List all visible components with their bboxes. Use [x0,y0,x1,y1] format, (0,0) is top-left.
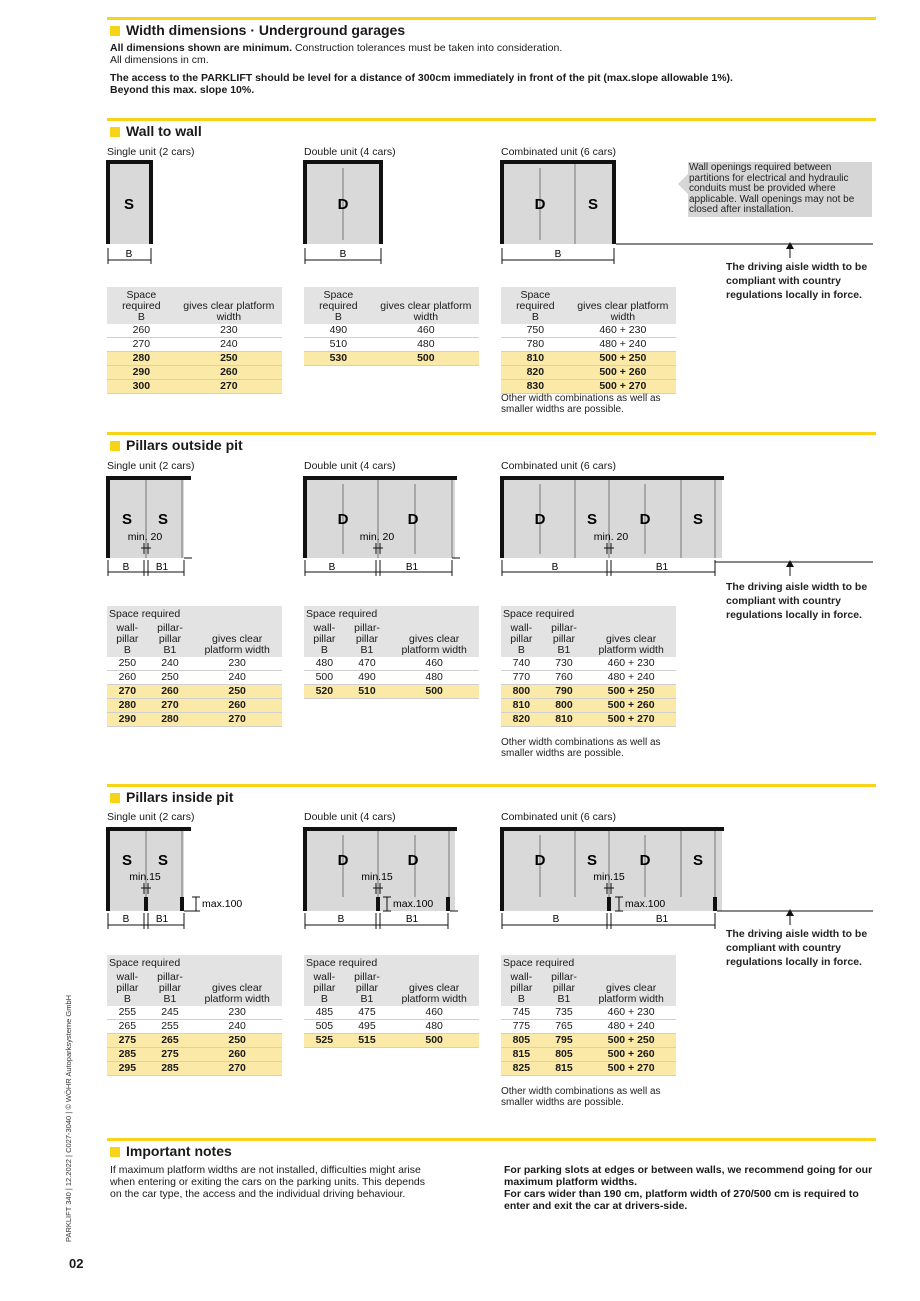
table-cell: 800 [501,685,542,699]
table-row [501,324,676,338]
col-pillar: pillar- pillar B1 [345,620,390,657]
caption-single: Single unit (2 cars) [107,146,195,158]
table-cell: 480 [389,671,479,685]
svg-text:B: B [122,914,130,925]
table-cell: 290 [107,366,176,380]
inside-single-unit [106,827,242,929]
table-cell: 270 [192,1062,282,1076]
table-cell: 500 + 250 [570,352,676,366]
arrow-up-icon [786,909,794,916]
table-cell: 520 [304,685,345,699]
table-row [107,352,282,366]
table-cell: 485 [304,1006,345,1020]
table-row [501,1020,676,1034]
table-cell: 460 [389,657,479,671]
col-clear: gives clear platform width [192,955,282,1006]
caption-double: Double unit (4 cars) [304,460,396,472]
table-inside-double [304,955,479,1048]
table-row [107,1048,282,1062]
table-inside-combi [501,955,676,1076]
table-cell: 285 [107,1048,148,1062]
table-row [107,1020,282,1034]
table-cell: 760 [542,671,587,685]
table-cell: 240 [192,671,282,685]
dim-max-100: max.100 [202,898,243,910]
table-row [107,671,282,685]
col-clear: gives clear platform width [389,606,479,657]
table-cell: 230 [176,324,282,338]
table-cell: 775 [501,1020,542,1034]
intro-line-4: Beyond this max. slope 10%. [110,84,255,96]
table-cell: 480 + 240 [586,671,676,685]
table-cell: 265 [107,1020,148,1034]
table-cell: 460 + 230 [570,324,676,338]
table-row [501,1034,676,1048]
table-wall-single [107,287,282,394]
table-row [304,657,479,671]
col-space: Space required [107,606,192,620]
table-cell: 825 [501,1062,542,1076]
table-cell: 240 [176,338,282,352]
outside-rule [107,432,876,435]
table-cell: 500 [304,671,345,685]
svg-text:D: D [407,511,419,528]
table-cell: 805 [501,1034,542,1048]
section-title-wall: Wall to wall [110,123,202,139]
table-cell: 240 [192,1020,282,1034]
table-cell: 480 [389,1020,479,1034]
col-space: Space required [304,606,389,620]
footer-imprint: PARKLIFT 340 | 12.2022 | C027-3040 | © WÖHR Autoparksysteme GmbH [64,994,73,1242]
notes-left: If maximum platform widths are not installed, difficulties might arise when entering or exiting the cars on the parking units. This depends on the car type, the access and the individual driving behaviour. [110,1164,425,1200]
table-row [501,685,676,699]
table-cell: 740 [501,657,542,671]
table-cell: 780 [501,338,570,352]
col-wall: wall- pillar B [107,620,148,657]
svg-text:B1: B1 [155,914,169,925]
col-pillar: pillar- pillar B1 [542,620,587,657]
table-cell: 495 [345,1020,390,1034]
table-cell: 800 [542,699,587,713]
inside-rule [107,784,876,787]
svg-text:max.100: max.100 [625,898,666,910]
caption-double: Double unit (4 cars) [304,811,396,823]
table-cell: 245 [148,1006,193,1020]
yellow-square-icon [110,26,120,36]
other-note-wall: Other width combinations as well as smaller widths are possible. [501,393,661,415]
table-cell: 830 [501,380,570,394]
table-wall-combi [501,287,676,394]
svg-text:D: D [534,852,546,869]
outside-combi-unit [500,476,873,576]
svg-text:min. 20: min. 20 [359,531,395,543]
svg-text:D: D [337,511,349,528]
dim-b: B [554,249,562,260]
table-cell: 500 [389,1034,479,1048]
table-cell: 500 + 260 [570,366,676,380]
svg-text:B: B [328,562,336,573]
table-cell: 500 + 260 [586,699,676,713]
outside-single-unit [106,476,192,576]
svg-text:D: D [639,852,651,869]
yellow-square-icon [110,793,120,803]
table-row [304,338,479,352]
table-outside-double [304,606,479,699]
col-clear: gives clear platform width [586,606,676,657]
svg-text:D: D [337,852,349,869]
col-pillar: pillar- pillar B1 [148,969,193,1006]
table-cell: 280 [107,699,148,713]
col-space: Space required B [107,287,176,324]
svg-text:S: S [121,511,133,528]
table-cell: 745 [501,1006,542,1020]
table-row [501,352,676,366]
table-cell: 500 + 270 [586,713,676,727]
svg-text:S: S [586,852,598,869]
table-row [501,1048,676,1062]
table-wall-double [304,287,479,366]
svg-text:D: D [534,511,546,528]
notes-rule [107,1138,876,1141]
col-pillar: pillar- pillar B1 [542,969,587,1006]
col-wall: wall- pillar B [501,620,542,657]
table-cell: 230 [192,657,282,671]
table-cell: 250 [107,657,148,671]
caption-single: Single unit (2 cars) [107,811,195,823]
svg-text:B1: B1 [405,914,419,925]
table-cell: 275 [148,1048,193,1062]
svg-text:max.100: max.100 [393,898,434,910]
col-wall: wall- pillar B [107,969,148,1006]
svg-text:B: B [552,914,560,925]
col-clear: gives clear platform width [389,955,479,1006]
label-s: S [123,196,135,213]
svg-text:S: S [157,852,169,869]
table-row [107,380,282,394]
table-row [107,338,282,352]
table-cell: 480 [304,657,345,671]
table-cell: 470 [345,657,390,671]
outside-double-unit [303,476,460,576]
table-cell: 460 [373,324,479,338]
table-cell: 295 [107,1062,148,1076]
col-pillar: pillar- pillar B1 [345,969,390,1006]
table-cell: 500 [373,352,479,366]
table-row [304,1034,479,1048]
aisle-note-wall: The driving aisle width to be compliant with country regulations locally in force. [726,261,868,301]
table-cell: 735 [542,1006,587,1020]
table-cell: 810 [501,699,542,713]
table-outside-combi [501,606,676,727]
wall-double-unit [303,160,383,264]
table-cell: 460 [389,1006,479,1020]
yellow-square-icon [110,127,120,137]
col-wall: wall- pillar B [304,969,345,1006]
table-cell: 475 [345,1006,390,1020]
table-row [107,324,282,338]
table-row [107,1006,282,1020]
table-cell: 515 [345,1034,390,1048]
yellow-square-icon [110,1147,120,1157]
table-cell: 290 [107,713,148,727]
wall-single-unit [106,160,153,264]
outside-diagram [100,472,900,582]
col-space: Space required [304,955,389,969]
col-pillar: pillar- pillar B1 [148,620,193,657]
intro-line-2: All dimensions in cm. [110,54,209,66]
svg-text:B1: B1 [655,914,669,925]
svg-text:D: D [407,852,419,869]
table-cell: 250 [148,671,193,685]
table-row [501,1006,676,1020]
dim-min-15: min.15 [129,871,161,883]
col-space: Space required [107,955,192,969]
svg-text:min.15: min.15 [361,871,393,883]
table-cell: 460 + 230 [586,1006,676,1020]
table-cell: 460 + 230 [586,657,676,671]
table-cell: 275 [107,1034,148,1048]
table-cell: 815 [501,1048,542,1062]
table-cell: 810 [501,352,570,366]
table-cell: 270 [148,699,193,713]
table-cell: 260 [192,1048,282,1062]
inside-combi-unit [500,827,873,929]
caption-double: Double unit (4 cars) [304,146,396,158]
svg-text:S: S [586,511,598,528]
label-d: D [337,196,349,213]
table-cell: 500 [389,685,479,699]
table-cell: 480 [373,338,479,352]
svg-text:S: S [157,511,169,528]
table-row [304,671,479,685]
table-row [501,657,676,671]
table-row [501,380,676,394]
table-row [501,338,676,352]
table-cell: 500 + 270 [586,1062,676,1076]
table-cell: 525 [304,1034,345,1048]
table-cell: 500 + 270 [570,380,676,394]
table-cell: 270 [107,685,148,699]
table-row [304,1006,479,1020]
section-title-outside: Pillars outside pit [110,437,243,453]
section-title-notes: Important notes [110,1143,232,1159]
table-cell: 230 [192,1006,282,1020]
svg-text:D: D [639,511,651,528]
table-row [107,713,282,727]
table-cell: 260 [176,366,282,380]
table-cell: 240 [148,657,193,671]
col-space: Space required B [304,287,373,324]
svg-text:S: S [692,852,704,869]
table-cell: 285 [148,1062,193,1076]
svg-text:S: S [692,511,704,528]
table-cell: 260 [192,699,282,713]
table-row [107,1034,282,1048]
table-outside-single [107,606,282,727]
table-row [107,685,282,699]
svg-text:B: B [337,914,345,925]
col-clear: gives clear platform width [176,287,282,324]
section-title-inside: Pillars inside pit [110,789,233,805]
svg-text:B: B [122,562,130,573]
col-clear: gives clear platform width [373,287,479,324]
table-cell: 765 [542,1020,587,1034]
callout-text: Wall openings required between partitions for electrical and hydraulic conduits must be provided where applicable. Wall openings may not be closed after installation. [689,162,855,216]
dim-min-20: min. 20 [127,531,163,543]
col-clear: gives clear platform width [192,606,282,657]
svg-text:min. 20: min. 20 [593,531,629,543]
svg-text:B: B [551,562,559,573]
table-row [501,699,676,713]
col-space: Space required [501,955,586,969]
table-cell: 810 [542,713,587,727]
table-cell: 280 [148,713,193,727]
table-row [501,1062,676,1076]
table-cell: 815 [542,1062,587,1076]
caption-single: Single unit (2 cars) [107,460,195,472]
table-row [107,657,282,671]
aisle-note-inside: The driving aisle width to be compliant with country regulations locally in force. [726,928,868,968]
label-d: D [534,196,546,213]
wall-rule [107,118,876,121]
arrow-up-icon [786,242,794,249]
col-space: Space required B [501,287,570,324]
table-cell: 510 [304,338,373,352]
table-cell: 255 [107,1006,148,1020]
header-rule [107,17,876,20]
col-space: Space required [501,606,586,620]
table-row [501,366,676,380]
inside-diagram [100,823,900,933]
table-cell: 530 [304,352,373,366]
page-number: 02 [69,1256,84,1271]
label-s: S [587,196,599,213]
intro-line-1: All dimensions shown are minimum. Construction tolerances must be taken into consideration. [110,42,563,54]
table-row [107,366,282,380]
table-cell: 300 [107,380,176,394]
table-row [501,671,676,685]
table-row [304,352,479,366]
table-cell: 250 [176,352,282,366]
table-cell: 770 [501,671,542,685]
col-clear: gives clear platform width [570,287,676,324]
table-cell: 250 [192,685,282,699]
other-note-outside: Other width combinations as well as smaller widths are possible. [501,737,661,759]
table-cell: 490 [304,324,373,338]
table-row [107,699,282,713]
col-wall: wall- pillar B [304,620,345,657]
table-cell: 270 [192,713,282,727]
dim-b: B [125,249,133,260]
svg-text:B1: B1 [405,562,419,573]
table-cell: 480 + 240 [586,1020,676,1034]
table-cell: 260 [107,671,148,685]
caption-combi: Combinated unit (6 cars) [501,460,616,472]
page-title: Width dimensions · Underground garages [110,22,405,38]
table-cell: 260 [148,685,193,699]
table-row [107,1062,282,1076]
table-row [304,685,479,699]
table-cell: 255 [148,1020,193,1034]
table-cell: 820 [501,713,542,727]
inside-double-unit [303,827,458,929]
table-cell: 505 [304,1020,345,1034]
table-cell: 805 [542,1048,587,1062]
table-cell: 280 [107,352,176,366]
table-cell: 500 + 250 [586,1034,676,1048]
aisle-note-outside: The driving aisle width to be compliant with country regulations locally in force. [726,581,868,621]
svg-text:min.15: min.15 [593,871,625,883]
table-cell: 795 [542,1034,587,1048]
col-wall: wall- pillar B [501,969,542,1006]
caption-combi: Combinated unit (6 cars) [501,146,616,158]
svg-text:B1: B1 [655,562,669,573]
caption-combi: Combinated unit (6 cars) [501,811,616,823]
dim-b: B [339,249,347,260]
table-cell: 820 [501,366,570,380]
table-row [304,1020,479,1034]
table-cell: 265 [148,1034,193,1048]
other-note-inside: Other width combinations as well as smaller widths are possible. [501,1086,661,1108]
notes-right-2: For cars wider than 190 cm, platform width of 270/500 cm is required to enter and exit the car at drivers-side. [504,1188,859,1212]
table-cell: 250 [192,1034,282,1048]
svg-text:B1: B1 [155,562,169,573]
table-cell: 750 [501,324,570,338]
table-cell: 730 [542,657,587,671]
table-cell: 500 + 260 [586,1048,676,1062]
table-row [501,713,676,727]
table-inside-single [107,955,282,1076]
arrow-up-icon [786,560,794,567]
table-row [304,324,479,338]
table-cell: 490 [345,671,390,685]
intro-line-3: The access to the PARKLIFT should be level for a distance of 300cm immediately in front of the pit (max.slope allowable 1%). [110,72,733,84]
table-cell: 480 + 240 [570,338,676,352]
table-cell: 260 [107,324,176,338]
notes-right-1: For parking slots at edges or between walls, we recommend going for our maximum platform widths. [504,1164,873,1188]
table-cell: 270 [176,380,282,394]
table-cell: 790 [542,685,587,699]
yellow-square-icon [110,441,120,451]
col-clear: gives clear platform width [586,955,676,1006]
svg-text:S: S [121,852,133,869]
table-cell: 510 [345,685,390,699]
table-cell: 500 + 250 [586,685,676,699]
table-cell: 270 [107,338,176,352]
